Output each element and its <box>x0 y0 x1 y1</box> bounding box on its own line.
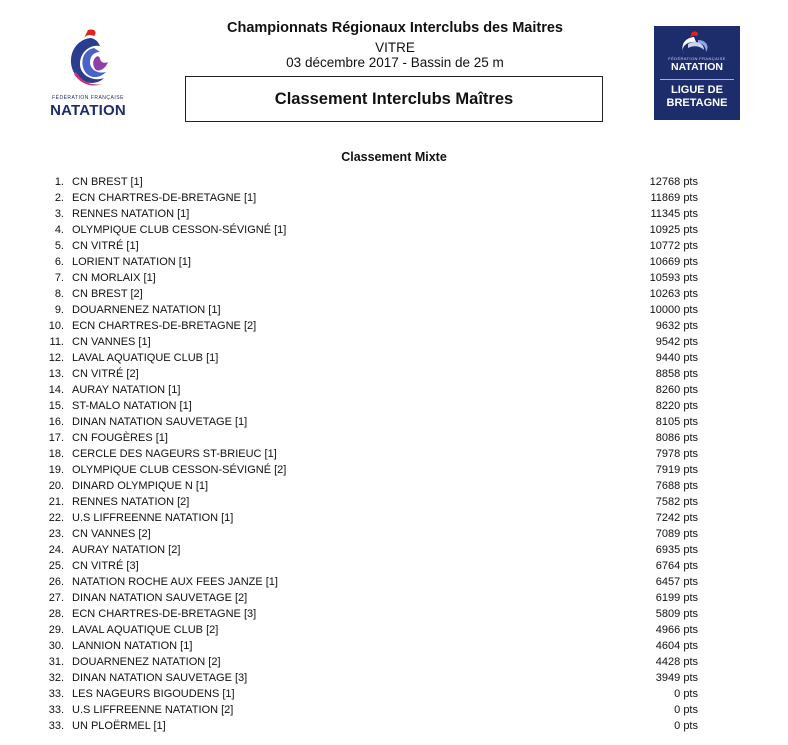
club-name: DINAN NATATION SAUVETAGE [3] <box>72 672 248 684</box>
club-name: OLYMPIQUE CLUB CESSON-SÉVIGNÉ [2] <box>72 464 287 476</box>
competition-city: VITRE <box>375 40 415 55</box>
rank-number: 23. <box>48 528 64 540</box>
club-points: 9440 pts <box>655 352 698 364</box>
club-points: 9542 pts <box>655 336 698 348</box>
club-points: 3949 pts <box>655 672 698 684</box>
club-name: CN VANNES [2] <box>72 528 151 540</box>
rank-number: 24. <box>48 544 64 556</box>
club-points: 0 pts <box>674 688 698 700</box>
ranking-row <box>0 222 788 238</box>
logo-right-divider <box>660 79 734 80</box>
rank-number: 27. <box>48 592 64 604</box>
club-name: AURAY NATATION [2] <box>72 544 181 556</box>
club-points: 5809 pts <box>655 608 698 620</box>
rank-number: 7. <box>54 272 64 284</box>
ranking-row <box>0 702 788 718</box>
logo-right-subtitle: FÉDÉRATION FRANÇAISE <box>668 56 726 61</box>
ranking-row <box>0 670 788 686</box>
club-points: 6935 pts <box>655 544 698 556</box>
club-name: CERCLE DES NAGEURS ST-BRIEUC [1] <box>72 448 277 460</box>
ranking-row <box>0 382 788 398</box>
competition-date-pool: 03 décembre 2017 - Bassin de 25 m <box>286 55 504 70</box>
ranking-row <box>0 622 788 638</box>
rank-number: 33. <box>48 704 64 716</box>
club-name: RENNES NATATION [2] <box>72 496 190 508</box>
rank-number: 33. <box>48 688 64 700</box>
rank-number: 31. <box>48 656 64 668</box>
club-name: CN VITRÉ [2] <box>72 368 139 380</box>
ranking-row <box>0 334 788 350</box>
club-name: CN VITRÉ [3] <box>72 560 139 572</box>
ranking-row <box>0 206 788 222</box>
rank-number: 18. <box>48 448 64 460</box>
club-name: CN VITRÉ [1] <box>72 240 139 252</box>
rank-number: 28. <box>48 608 64 620</box>
club-points: 10000 pts <box>649 304 698 316</box>
club-name: LORIENT NATATION [1] <box>72 256 191 268</box>
club-points: 10593 pts <box>649 272 698 284</box>
club-name: DINAN NATATION SAUVETAGE [1] <box>72 416 248 428</box>
club-name: ECN CHARTRES-DE-BRETAGNE [1] <box>72 192 257 204</box>
club-points: 11345 pts <box>650 208 698 220</box>
club-name: RENNES NATATION [1] <box>72 208 190 220</box>
ranking-row <box>0 318 788 334</box>
ranking-row <box>0 606 788 622</box>
rank-number: 29. <box>48 624 64 636</box>
ranking-row <box>0 430 788 446</box>
club-points: 6764 pts <box>655 560 698 572</box>
rank-number: 15. <box>48 400 64 412</box>
logo-right-ligue <box>654 84 740 110</box>
club-points: 7978 pts <box>655 448 698 460</box>
rank-number: 2. <box>54 192 64 204</box>
club-name: UN PLOËRMEL [1] <box>72 720 166 732</box>
club-name: LAVAL AQUATIQUE CLUB [1] <box>72 352 219 364</box>
logo-right-ligue-line2: BRETAGNE <box>666 97 728 109</box>
rooster-swirl-icon <box>64 26 112 92</box>
club-name: OLYMPIQUE CLUB CESSON-SÉVIGNÉ [1] <box>72 224 287 236</box>
club-name: AURAY NATATION [1] <box>72 384 181 396</box>
club-points: 0 pts <box>674 720 698 732</box>
section-title: Classement Mixte <box>341 150 447 164</box>
logo-left-subtitle: FÉDÉRATION FRANÇAISE <box>52 95 124 101</box>
club-name: CN BREST [2] <box>72 288 143 300</box>
club-points: 9632 pts <box>655 320 698 332</box>
ranking-row <box>0 446 788 462</box>
ranking-row <box>0 286 788 302</box>
rank-number: 32. <box>48 672 64 684</box>
ranking-row <box>0 174 788 190</box>
club-name: DOUARNENEZ NATATION [1] <box>72 304 221 316</box>
ranking-row <box>0 574 788 590</box>
club-name: LES NAGEURS BIGOUDENS [1] <box>72 688 235 700</box>
ranking-list <box>0 174 788 734</box>
club-name: DOUARNENEZ NATATION [2] <box>72 656 221 668</box>
ranking-row <box>0 254 788 270</box>
club-points: 6457 pts <box>655 576 698 588</box>
club-points: 6199 pts <box>655 592 698 604</box>
club-points: 8858 pts <box>655 368 698 380</box>
club-points: 7688 pts <box>655 480 698 492</box>
ligue-bretagne-logo <box>654 26 740 120</box>
rank-number: 22. <box>48 512 64 524</box>
club-name: CN FOUGÈRES [1] <box>72 432 168 444</box>
club-points: 8220 pts <box>655 400 698 412</box>
ranking-row <box>0 238 788 254</box>
ranking-row <box>0 494 788 510</box>
ranking-row <box>0 654 788 670</box>
club-name: CN BREST [1] <box>72 176 143 188</box>
rank-number: 9. <box>54 304 64 316</box>
club-points: 0 pts <box>674 704 698 716</box>
ranking-row <box>0 718 788 734</box>
ranking-row <box>0 190 788 206</box>
club-points: 10925 pts <box>649 224 698 236</box>
club-name: U.S LIFFREENNE NATATION [1] <box>72 512 234 524</box>
club-points: 8105 pts <box>655 416 698 428</box>
club-points: 12768 pts <box>649 176 698 188</box>
ranking-row <box>0 686 788 702</box>
ranking-row <box>0 558 788 574</box>
ranking-row <box>0 350 788 366</box>
ranking-row <box>0 366 788 382</box>
ranking-title: Classement Interclubs Maîtres <box>274 89 514 108</box>
rank-number: 11. <box>49 336 64 348</box>
ranking-row <box>0 638 788 654</box>
ranking-row <box>0 526 788 542</box>
club-name: DINAN NATATION SAUVETAGE [2] <box>72 592 248 604</box>
club-points: 10669 pts <box>649 256 698 268</box>
club-name: ECN CHARTRES-DE-BRETAGNE [3] <box>72 608 257 620</box>
logo-right-natation: NATATION <box>671 61 723 73</box>
club-points: 4604 pts <box>655 640 698 652</box>
logo-left-wordmark: NATATION <box>50 102 126 119</box>
club-name: ECN CHARTRES-DE-BRETAGNE [2] <box>72 320 257 332</box>
club-name: DINARD OLYMPIQUE N [1] <box>72 480 209 492</box>
ranking-row <box>0 590 788 606</box>
club-points: 10263 pts <box>649 288 698 300</box>
ranking-row <box>0 478 788 494</box>
ranking-row <box>0 414 788 430</box>
rank-number: 25. <box>48 560 64 572</box>
club-name: CN VANNES [1] <box>72 336 151 348</box>
rank-number: 21. <box>48 496 64 508</box>
club-name: U.S LIFFREENNE NATATION [2] <box>72 704 234 716</box>
club-points: 10772 pts <box>649 240 698 252</box>
rank-number: 12. <box>48 352 64 364</box>
ranking-row <box>0 510 788 526</box>
ffn-natation-logo <box>46 26 130 118</box>
rank-number: 6. <box>54 256 64 268</box>
rank-number: 17. <box>48 432 64 444</box>
club-points: 7242 pts <box>655 512 698 524</box>
club-points: 7919 pts <box>655 464 698 476</box>
rank-number: 33. <box>48 720 64 732</box>
club-points: 4966 pts <box>655 624 698 636</box>
rank-number: 13. <box>48 368 64 380</box>
logo-right-ligue-line1: LIGUE DE <box>671 84 723 96</box>
club-name: ST-MALO NATATION [1] <box>72 400 192 412</box>
competition-title: Championnats Régionaux Interclubs des Maitres <box>227 20 563 36</box>
club-name: LANNION NATATION [1] <box>72 640 193 652</box>
club-points: 8086 pts <box>655 432 698 444</box>
club-points: 7582 pts <box>655 496 698 508</box>
rank-number: 26. <box>48 576 64 588</box>
club-points: 11869 pts <box>650 192 698 204</box>
rank-number: 19. <box>48 464 64 476</box>
rank-number: 8. <box>54 288 64 300</box>
club-name: NATATION ROCHE AUX FEES JANZE [1] <box>72 576 278 588</box>
club-name: CN MORLAIX [1] <box>72 272 156 284</box>
rank-number: 16. <box>48 416 64 428</box>
ranking-row <box>0 302 788 318</box>
club-points: 4428 pts <box>655 656 698 668</box>
rank-number: 14. <box>48 384 64 396</box>
club-name: LAVAL AQUATIQUE CLUB [2] <box>72 624 219 636</box>
rank-number: 1. <box>54 176 64 188</box>
club-points: 7089 pts <box>655 528 698 540</box>
club-points: 8260 pts <box>655 384 698 396</box>
ranking-row <box>0 462 788 478</box>
rank-number: 10. <box>48 320 64 332</box>
rank-number: 4. <box>54 224 64 236</box>
ranking-row <box>0 270 788 286</box>
rank-number: 3. <box>54 208 64 220</box>
ranking-title-box <box>185 76 603 122</box>
ranking-row <box>0 398 788 414</box>
rank-number: 5. <box>54 240 64 252</box>
document-header <box>190 18 600 70</box>
rank-number: 20. <box>48 480 64 492</box>
ranking-row <box>0 542 788 558</box>
rank-number: 30. <box>48 640 64 652</box>
